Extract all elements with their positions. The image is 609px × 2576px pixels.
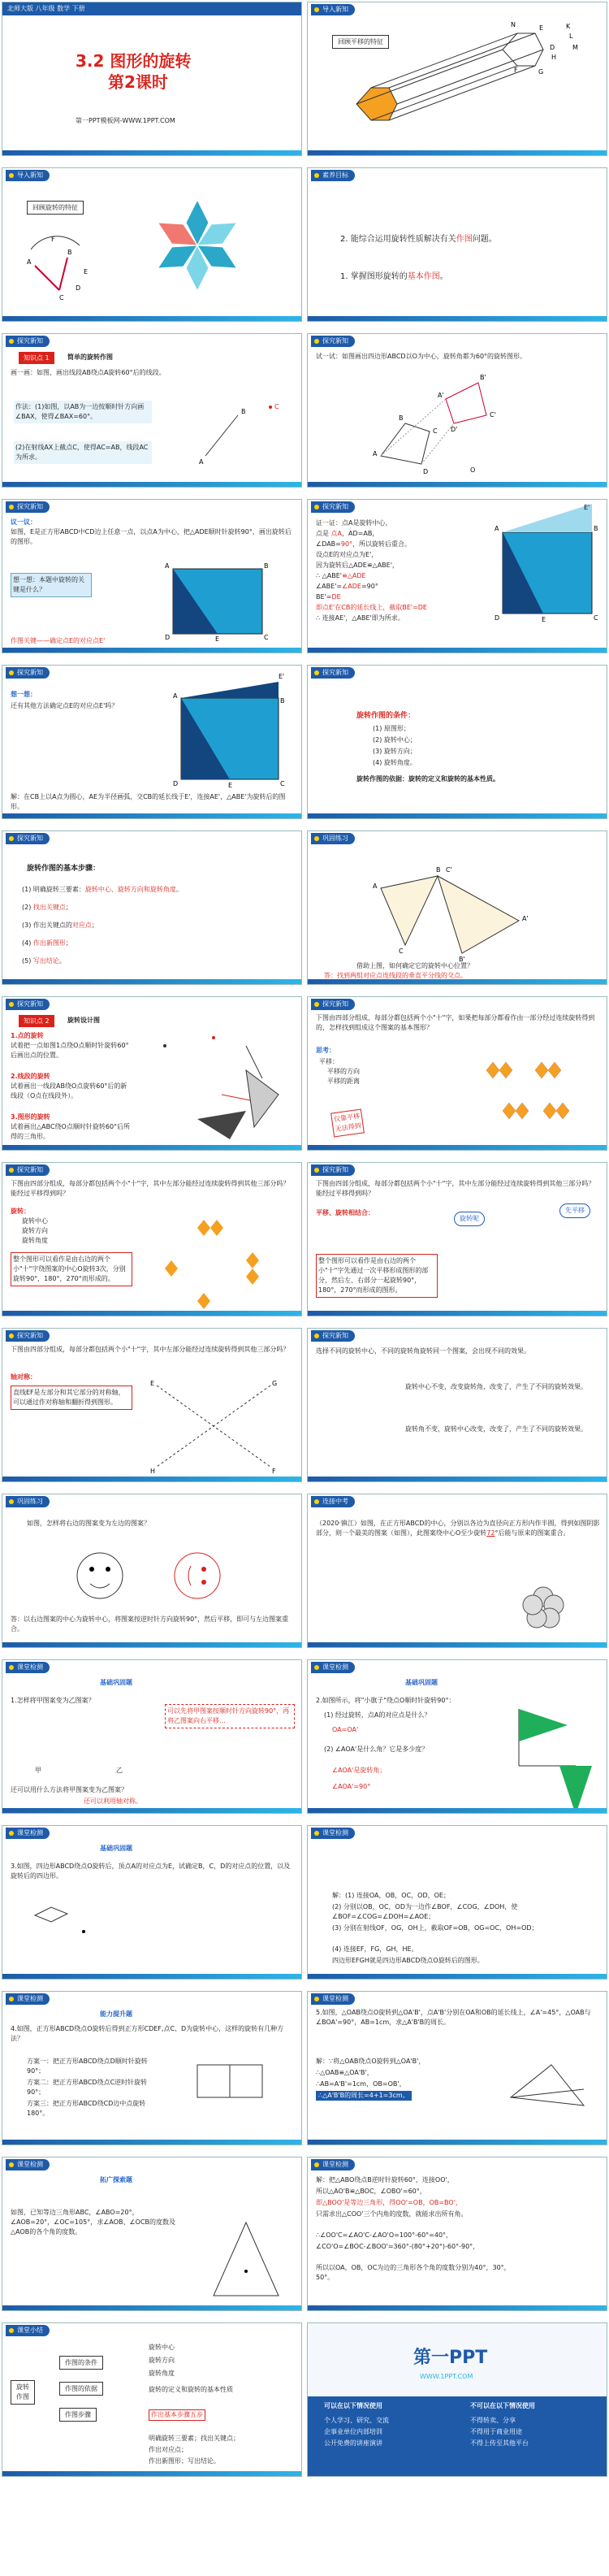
slide-footer-bar — [308, 1642, 607, 1647]
slide-pattern-combine — [307, 1162, 607, 1316]
section-tag: 连接中考 — [311, 1496, 355, 1507]
slide-header: 北师大版 八年级 数学 下册 — [2, 2, 301, 15]
condition-3: (3) 旋转方向； — [373, 748, 417, 755]
point-label: E — [215, 635, 220, 643]
slide-other-method — [2, 665, 302, 819]
lesson-subtitle: 第2课时 — [108, 72, 168, 92]
cross-pattern — [2, 1163, 302, 1316]
slide-design — [2, 996, 302, 1151]
level-title: 基础巩固题 — [100, 1845, 132, 1852]
basis-text: 旋转作图的依据：旋转的定义和旋转的基本性质。 — [356, 775, 499, 783]
slide-footer-bar — [308, 482, 607, 487]
conditions-title: 旋转作图的条件： — [356, 712, 416, 720]
slide-footer-bar — [308, 648, 607, 653]
question-text: 如图，怎样将右边的图案变为左边的图案？ — [27, 1520, 150, 1527]
slide-pattern-rotate — [2, 1162, 302, 1316]
goal-two: 2. 能综合运用旋转性质解决有关作图问题。 — [340, 235, 497, 244]
slide-discuss-square — [2, 499, 302, 653]
level-title: 基础巩固题 — [100, 1679, 132, 1686]
point-label: D' — [451, 426, 458, 433]
problem-text: 下图由四部分组成，每部分都包括两个小"十"字，其中左部分能经过连续旋转得到其他三部分吗？能经过平移得到吗？ — [11, 1180, 290, 1197]
point-label: A — [165, 562, 170, 570]
slide-practice-center — [307, 830, 607, 985]
exam-text: （2020·镇江）如图，在正方形ABCD的中心，分别以各边为直径向正方形内作半圆，得到如图阴影部分，则一个最美的图案（如图），此图案绕中心O至少旋转72°后能与原来的图案重合。 — [316, 1520, 600, 1537]
slide-footer-bar — [2, 1974, 301, 1979]
section-tag: 课堂检测 — [6, 1993, 50, 2005]
slide-end — [307, 2322, 607, 2477]
section-tag: 课堂检测 — [6, 1828, 50, 1839]
design-figure — [2, 997, 302, 1151]
point-label: H — [150, 1468, 156, 1475]
point-label: C — [399, 948, 404, 955]
point-label: B — [436, 866, 441, 874]
question-text: 如图，已知等边三角形ABC，∠ABO=20°，∠AOB=20°，∠OC=105°，求∠AOB、∠OCB的度数及△AOB的各个角的度数。 — [11, 2209, 176, 2236]
point-label: E — [542, 616, 546, 623]
sub-question-1: (1) 经过旋转，点A的对应点是什么？ — [324, 1711, 431, 1719]
step-1: (1) 明确旋转三要素：旋转中心、旋转方向和旋转角度。 — [22, 886, 183, 893]
level-title: 拓广探索题 — [100, 2176, 132, 2184]
summary-root: 旋转作图 — [11, 2380, 35, 2405]
summary-detail: 作出新图形；写出结论。 — [149, 2457, 220, 2465]
slide-check-3 — [2, 1825, 302, 1980]
sub-answer-3: ∠AOA'=90° — [332, 1783, 371, 1790]
rotation-item: 旋转中心 — [22, 1217, 48, 1225]
point-label: M — [572, 44, 578, 51]
point-label: A — [199, 458, 204, 466]
point-label: B — [264, 562, 269, 570]
point-label: E — [539, 24, 544, 32]
level-title: 能力提升题 — [100, 2010, 132, 2018]
slide-check-1 — [2, 1659, 302, 1814]
section-tag: 素养目标 — [311, 170, 355, 181]
square-figure — [2, 666, 302, 819]
point-label: D — [173, 780, 179, 787]
question-text: 1.怎样将甲图案变为乙图案？ — [11, 1697, 95, 1704]
point-label: D — [550, 44, 555, 51]
symmetry-explain: 直线EF是左部分和其它部分的对称轴，可以通过作对称轴和翻折得到图形。 — [11, 1386, 132, 1410]
question-text: 借助上图，如何确定它的旋转中心位置？ — [356, 962, 473, 969]
quad-figure — [2, 1826, 302, 1980]
point-label: B — [399, 414, 404, 422]
slide-footer-bar — [2, 1145, 301, 1150]
solution-text: 解：在CB上以A点为圆心，AE为半径画弧，交CB的延长线于E'，连接AE'，△ABE'为旋转后的图形。 — [11, 793, 286, 810]
cross-pattern — [308, 997, 607, 1151]
solution-step-1: 解：(1) 连接OA，OB，OC，OD，OE； — [332, 1892, 450, 1899]
slide-footer-bar — [308, 1477, 607, 1481]
point-label: D — [76, 284, 81, 292]
rotation-item: 旋转角度 — [22, 1237, 48, 1244]
logo-url[interactable]: WWW.1PPT.COM — [420, 2373, 473, 2380]
design-head-3: 3.图形的旋转 — [11, 1113, 50, 1121]
section-tag: 探究新知 — [311, 999, 355, 1010]
solution-step-5: 四边形EFGH就是四边形ABCD绕点O旋转后的图形。 — [332, 1957, 484, 1964]
goal-one: 1. 掌握图形旋转的基本作图。 — [340, 272, 448, 281]
stamp: 仅靠平移 无法得到 — [330, 1109, 365, 1138]
effect-text-1: 旋转中心不变，改变旋转角，改变了，产生了不同的旋转效果。 — [405, 1383, 587, 1390]
review-box: 回顾平移的特征 — [332, 35, 389, 49]
rotation-figure — [2, 168, 302, 322]
slide-footer-bar — [2, 813, 301, 818]
rotation-item: 旋转方向 — [22, 1227, 48, 1234]
slide-summary — [2, 2322, 302, 2477]
slide-footer-bar — [2, 2140, 301, 2144]
answer-text: 还可以利用轴对称。 — [84, 1798, 142, 1805]
point-label: A — [373, 883, 378, 890]
slide-footer-bar — [2, 2305, 301, 2310]
triangle-figure — [308, 1992, 607, 2145]
slide-check-5 — [307, 1991, 607, 2145]
slide-exam — [307, 1494, 607, 1648]
design-text-3: 试着画出△ABC绕O点顺时针旋转60°后所得的三角形。 — [11, 1123, 131, 1140]
intro-text: 选择不同的旋转中心，不同的旋转角旋转同一个图案，会出现不同的效果。 — [316, 1347, 530, 1355]
solution-line: ∴∠OO'C=∠AO'C-∠AO'O=100°-60°=40°， — [316, 2231, 453, 2239]
combine-label: 平移、旋转相结合： — [316, 1209, 374, 1216]
slide-footer-bar — [308, 1145, 607, 1150]
section-tag: 探究新知 — [6, 501, 50, 513]
section-tag: 探究新知 — [6, 336, 50, 347]
section-tag: 课堂小结 — [6, 2325, 50, 2336]
allowed-item: 企事业单位内部培训 — [324, 2428, 382, 2435]
point-label: C — [264, 634, 269, 641]
segment-figure — [2, 334, 302, 488]
point-label: O — [470, 466, 476, 474]
point-label: F — [272, 1468, 276, 1475]
summary-leaf: 作出基本步骤五步 — [149, 2409, 205, 2421]
hint-box: 可以先将甲图案按顺时针方向旋转90°，再将乙图案向右平移... — [165, 1704, 295, 1728]
solution-line: 只需求出△COO'三个内角的度数，就能求出所有角。 — [316, 2210, 468, 2218]
slide-footer-bar — [308, 1974, 607, 1979]
logo-text: 第一PPT — [413, 2348, 488, 2368]
sub-answer-2: ∠AOA'是旋转角； — [332, 1767, 387, 1774]
point-label: C' — [490, 411, 496, 418]
point-label: A' — [522, 915, 529, 922]
summary-leaf: 旋转中心 — [149, 2344, 175, 2351]
solution-line: ∴△A'B'B的周长=4+1=3cm。 — [316, 2091, 412, 2101]
slide-footer-bar — [308, 2140, 607, 2144]
solution-step-3: (3) 分别在射线OF，OG，OH上，截取OF=OB，OG=OC，OH=OD； — [332, 1924, 538, 1932]
summary-node: 作图的依据 — [59, 2382, 103, 2396]
slide-footer-bar — [2, 150, 301, 155]
point-label: C — [59, 294, 64, 301]
knowledge-title: 旋转设计图 — [67, 1017, 100, 1024]
question-text: 还有其他方法确定点E的对应点E'吗？ — [11, 702, 119, 709]
design-head-1: 1.点的旋转 — [11, 1032, 44, 1039]
point-label: K — [566, 23, 571, 30]
solution-line: ∴△OAB≌△OA'B'， — [316, 2069, 374, 2076]
solution-line: 所以以OA，OB，OC为边的三角形各个角的度数分别为40°，30°，50°。 — [316, 2264, 511, 2281]
section-tag: 课堂检测 — [311, 1662, 355, 1673]
method-step-2: (2)在射线AX上截点C，使得AC=AB，线段AC为所求。 — [14, 441, 152, 464]
method-item: 平移的距离 — [327, 1078, 360, 1085]
think-label: 想一想： — [11, 691, 37, 698]
point-label: D — [495, 614, 500, 622]
label-jia: 甲 — [35, 1767, 41, 1774]
point-label: B' — [480, 374, 486, 381]
think-label: 思考： — [316, 1047, 335, 1054]
square-figure — [2, 500, 302, 653]
flower-figure — [308, 1494, 607, 1648]
plan-2: 方案二：把正方形ABCD绕点C逆时针旋转90°； — [27, 2079, 148, 2096]
slide-check-6-solution — [307, 2157, 607, 2311]
section-tag: 课堂检测 — [311, 1993, 355, 2005]
slide-different-centers — [307, 1328, 607, 1482]
slide-footer-bar — [308, 1808, 607, 1813]
symmetry-figure — [2, 1329, 302, 1482]
slide-simple-drawing — [2, 333, 302, 488]
question-text: 5.如图，△OAB绕点O旋转到△OA'B'，点A'B'分别在OA和OB的延长线上，∠A'=45°，△OAB与∠BOA'=90°，AB=1cm，求△A'B'B的周长。 — [316, 2009, 591, 2026]
squares-figure — [2, 1992, 302, 2145]
solution-line: ∴AB=A'B'=1cm，OB=OB'， — [316, 2080, 406, 2088]
section-tag: 探究新知 — [6, 1164, 50, 1176]
section-tag: 探究新知 — [6, 667, 50, 679]
slide-footer-bar — [308, 2305, 607, 2310]
section-tag: 探究新知 — [311, 667, 355, 679]
slide-footer-bar — [2, 1642, 301, 1647]
slide-footer-bar — [2, 1311, 301, 1316]
proof-figure — [308, 500, 607, 653]
steps-title: 旋转作图的基本步骤： — [27, 865, 101, 873]
rotation-label: 旋转： — [11, 1208, 30, 1215]
point-label: A — [373, 450, 378, 458]
forbidden-title: 不可以在以下情况使用 — [470, 2402, 535, 2409]
slide-pattern-symmetry — [2, 1328, 302, 1482]
point-label: E — [150, 1380, 155, 1387]
solution-line: 即△BOO'是等边三角形，得OO'=OB，OB=BO'， — [316, 2199, 462, 2206]
translation-figure — [308, 2, 607, 156]
section-tag: 探究新知 — [311, 1330, 355, 1342]
method-item: 平移的方向 — [327, 1068, 360, 1075]
point-label: B — [594, 525, 598, 532]
question-text: 4.如图，正方形ABCD绕点O旋转后得到正方形CDEF,点C、D为旋转中心，这样的旋转有几种方法？ — [11, 2025, 284, 2042]
problem-text: 下图由四部分组成，每部分都包括两个小"十"字，如果把每部分都看作由一部分经过连续旋转得到的，怎样找到组成这个图案的基本图形？ — [316, 1014, 595, 1031]
slide-title — [2, 2, 302, 156]
usage-panel — [308, 2396, 607, 2477]
slide-practice-face — [2, 1494, 302, 1648]
slide-pattern-translate — [307, 996, 607, 1151]
point-label: A — [495, 525, 499, 532]
point-label: G — [538, 68, 544, 76]
slide-review-translation — [307, 2, 607, 156]
step-4: (4) 作出新图形； — [22, 939, 72, 947]
slide-steps — [2, 830, 302, 985]
section-tag: 导入新知 — [311, 4, 355, 15]
slide-footer-bar — [2, 316, 301, 321]
section-tag: 探究新知 — [311, 336, 355, 347]
section-tag: 导入新知 — [6, 170, 50, 181]
solution-line: 解：把△ABO绕点B逆时针旋转60°，连接OO'， — [316, 2176, 454, 2184]
rotation-explain: 整个图形可以看作是由右边的两个小"十"字绕图案的中心O旋转3次，分别旋转90°，180°，270°而形成的。 — [11, 1252, 132, 1286]
slide-footer-bar — [2, 2471, 301, 2476]
point-label: D — [165, 634, 171, 641]
point-label: H — [551, 54, 557, 61]
summary-node: 作图的条件 — [59, 2356, 103, 2370]
solution-step-2: (2) 分别以OB，OC，OD为一边作∠BOF，∠COG，∠DOH，使∠BOF=∠COG=∠DOH=∠AOE； — [332, 1903, 518, 1920]
key-note: 作图关键——确定点E的对应点E' — [11, 637, 106, 644]
allowed-title: 可以在以下情况使用 — [324, 2402, 382, 2409]
point-label: A' — [438, 392, 444, 399]
section-tag: 课堂检测 — [6, 1662, 50, 1673]
combine-explain: 整个图形可以看作是由右边的两个小"十"字先通过一次平移形成图形的部分，然后左、右部分一起旋转90°，180°，270°而形成的图形。 — [316, 1254, 438, 1298]
point-label: B — [241, 408, 246, 415]
allowed-item: 公开免费的讲座演讲 — [324, 2439, 382, 2447]
answer-text: 答：以右边图案的中心为旋转中心，将图案按逆时针方向旋转90°，然后平移，即可与左边图案重合。 — [11, 1615, 289, 1633]
summary-detail: 明确旋转三要素；找出关键点； — [149, 2435, 240, 2442]
point-label: N — [511, 21, 516, 28]
discuss-label: 议一议： — [11, 518, 37, 526]
point-label: E — [228, 782, 233, 789]
slide-footer-bar — [2, 1808, 301, 1813]
exercise-text: 如图，E是正方形ABCD中CD边上任意一点，以点A为中心，把△ADE顺时针旋转90°，画出旋转后的图形。 — [11, 528, 292, 545]
knowledge-pill: 知识点 2 — [19, 1015, 54, 1027]
section-tag: 探究新知 — [311, 1164, 355, 1176]
forbidden-item: 不得转卖、分享 — [470, 2417, 516, 2424]
forbidden-item: 不得上传至其他平台 — [470, 2439, 529, 2447]
design-text-2: 试着画出一线段AB绕O点旋转60°后的新线段（O点在线段外）。 — [11, 1082, 127, 1099]
sub-question-2: (2) ∠AOA'是什么角？它是多少度？ — [324, 1746, 429, 1753]
step-5: (5) 写出结论。 — [22, 957, 66, 965]
slide-check-3-solution — [307, 1825, 607, 1980]
slide-goals — [307, 167, 607, 322]
method-step-1: 作法：(1)如图，以AB为一边按顺时针方向画∠BAX，使得∠BAX=60°。 — [14, 401, 152, 423]
method-label: 平移： — [319, 1058, 339, 1065]
summary-leaf: 旋转角度 — [149, 2370, 175, 2377]
summary-leaf: 旋转的定义和旋转的基本性质 — [149, 2386, 233, 2393]
slide-footer-bar — [308, 979, 607, 984]
flag-figure — [308, 1660, 607, 1814]
problem-text: 下图由四部分组成，每部分都包括两个小"十"字，其中左部分能经过连续旋转得到其他三部分吗？能经过平移得到吗？ — [316, 1180, 595, 1197]
point-label: C — [274, 403, 279, 410]
point-label: C — [280, 780, 285, 787]
solution-line: 所以△AO'B≌△BOC，∠OBO'=60°， — [316, 2188, 426, 2195]
section-tag: 巩固练习 — [311, 833, 355, 844]
proof-text: 证一证：点A是旋转中心， 点是 点A，AD=AB， ∠DAB=90°，所以旋转后重合。 设点E的对应点为E'， 因为旋转后△ADE≌△ABE'， ∴ △ABE'≌△ADE ∠ABE'=∠ADE=90° BE'=DE 即点E'在CB的延长线上，截取BE'=DE ∴ 连接AE'，△ABE'即为所求。 — [316, 519, 427, 622]
section-tag: 课堂检测 — [311, 2159, 355, 2171]
slide-footer-bar — [2, 979, 301, 984]
effect-text-2: 旋转角不变，旋转中心改变，改变了，产生了不同的旋转效果。 — [405, 1425, 587, 1433]
knowledge-title: 简单的旋转作图 — [67, 353, 113, 361]
section-tag: 探究新知 — [6, 999, 50, 1010]
review-box: 回顾旋转的特征 — [27, 201, 84, 215]
point-label: E' — [584, 504, 590, 511]
section-tag: 探究新知 — [6, 1330, 50, 1342]
slide-footer-bar — [308, 150, 607, 155]
step-3: (3) 作出关键点的对应点； — [22, 922, 98, 929]
label-yi: 乙 — [116, 1767, 123, 1774]
section-tag: 巩固练习 — [6, 1496, 50, 1507]
condition-2: (2) 旋转中心； — [373, 736, 417, 744]
symmetry-label: 轴对称： — [11, 1373, 37, 1381]
question-text: 2.如图所示，将"小旗子"绕点O顺时针旋转90°： — [316, 1697, 456, 1704]
lesson-title: 3.2 图形的旋转 — [76, 51, 192, 71]
problem-text: 下图由四部分组成，每部分都包括两个小"十"字，其中左部分能经过连续旋转得到其他三部分吗？ — [11, 1346, 290, 1353]
knowledge-pill: 知识点 1 — [19, 352, 54, 364]
slide-conditions — [307, 665, 607, 819]
point-label: D — [423, 468, 429, 475]
slide-proof — [307, 499, 607, 653]
point-label: B' — [459, 956, 465, 963]
forbidden-item: 不得用于商业用途 — [470, 2428, 522, 2435]
point-label: F — [51, 236, 55, 243]
question-text: 3.如图，四边形ABCD绕点O旋转后，顶点A的对应点为E，试确定B，C，D的对应点的位置，以及旋转后的四边形。 — [11, 1863, 291, 1880]
slide-footer-bar — [2, 482, 301, 487]
answer-text: 答：找到两组对应点连线段的垂直平分线的交点。 — [324, 972, 467, 979]
point-label: F — [514, 67, 518, 74]
plan-3: 方案三：把正方形ABCD绕CD边中点旋转180°。 — [27, 2100, 146, 2117]
site-footer: 第一PPT模板网-WWW.1PPT.COM — [76, 117, 175, 124]
summary-node: 作图步骤 — [59, 2408, 97, 2422]
point-label: B — [280, 697, 285, 705]
plan-1: 方案一：把正方形ABCD绕点D顺时针旋转90°； — [27, 2058, 148, 2075]
point-label: C — [594, 614, 598, 622]
slide-check-4 — [2, 1991, 302, 2145]
quad-figure — [308, 334, 607, 488]
point-label: C' — [446, 866, 452, 874]
summary-detail: 作出对应点； — [149, 2446, 188, 2453]
point-label: G — [272, 1380, 278, 1387]
slide-check-6 — [2, 2157, 302, 2311]
solution-step-4: (4) 连接EF，FG，GH，HE。 — [332, 1945, 418, 1953]
point-label: B — [67, 249, 72, 256]
point-label: E' — [279, 673, 285, 680]
point-label: L — [569, 33, 573, 40]
bubble-rotate: 旋转呢 — [454, 1212, 485, 1226]
point-label: C — [433, 427, 438, 435]
slide-footer-bar — [2, 648, 301, 653]
slide-review-rotation — [2, 167, 302, 322]
solution-line: 解：∵将△OAB绕点O旋转到△OA'B'， — [316, 2058, 425, 2065]
step-2: (2) 找出关键点； — [22, 904, 72, 911]
think-box: 想一想：本题中旋转的关键是什么？ — [11, 573, 92, 597]
section-tag: 探究新知 — [311, 501, 355, 513]
level-title: 基础巩固题 — [405, 1679, 438, 1686]
point-label: A — [27, 258, 32, 266]
sub-answer-1: OA=OA' — [332, 1726, 359, 1733]
point-label: E — [84, 268, 89, 275]
slide-footer-bar — [308, 813, 607, 818]
exercise-text: 试一试：如图画出四边形ABCD以O为中心，旋转角都为60°的旋转图形。 — [316, 353, 527, 360]
slide-footer-bar — [308, 1311, 607, 1316]
design-text-1: 试着把一点如图1点绕O点顺时针旋转60°后画出点的位置。 — [11, 1042, 129, 1059]
summary-leaf: 旋转方向 — [149, 2357, 175, 2364]
question-text-2: 还可以用什么方法将甲图案变为乙图案？ — [11, 1786, 127, 1793]
section-tag: 课堂检测 — [6, 2159, 50, 2171]
point-label: A — [173, 692, 178, 700]
exercise-text: 画一画：如图，画出线段AB绕点A旋转60°后的线段。 — [11, 369, 166, 376]
design-head-2: 2.线段的旋转 — [11, 1073, 50, 1080]
condition-4: (4) 旋转角度。 — [373, 759, 417, 766]
slide-quad-rotation — [307, 333, 607, 488]
slide-check-2 — [307, 1659, 607, 1814]
condition-1: (1) 原图形； — [373, 725, 410, 732]
slide-footer-bar — [308, 316, 607, 321]
allowed-item: 个人学习、研究、交流 — [324, 2417, 389, 2424]
bubble-translate: 先平移 — [559, 1203, 590, 1218]
slide-footer-bar — [2, 1477, 301, 1481]
triangle-figure — [2, 2158, 302, 2311]
solution-line: ∠CO'O=∠BOC-∠BOO'=360°-(80°+20°)-60°-90°， — [316, 2243, 480, 2250]
section-tag: 课堂检测 — [311, 1828, 355, 1839]
section-tag: 探究新知 — [6, 833, 50, 844]
